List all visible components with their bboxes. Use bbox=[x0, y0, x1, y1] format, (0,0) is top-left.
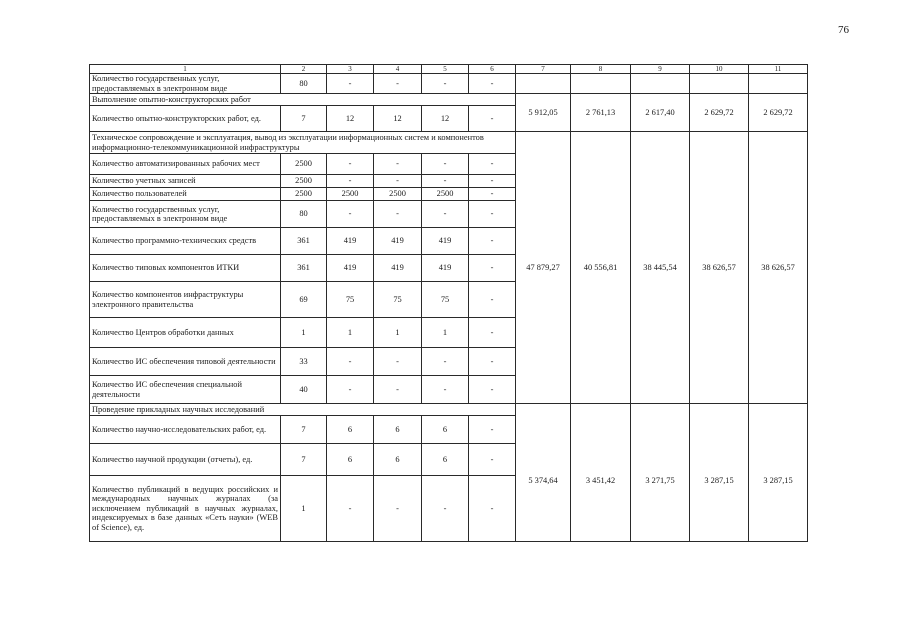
value-cell: - bbox=[374, 476, 422, 542]
empty-cell bbox=[516, 74, 571, 94]
value-cell: 6 bbox=[422, 416, 469, 444]
header-cell: 11 bbox=[749, 65, 808, 74]
header-cell: 7 bbox=[516, 65, 571, 74]
value-cell: 1 bbox=[422, 318, 469, 348]
value-cell: - bbox=[469, 444, 516, 476]
value-cell: 419 bbox=[327, 255, 374, 282]
row-label: Количество компонентов инфраструктуры электронного правительства bbox=[90, 282, 281, 318]
value-cell: 361 bbox=[281, 228, 327, 255]
value-cell: 12 bbox=[374, 106, 422, 132]
header-cell: 5 bbox=[422, 65, 469, 74]
value-cell: - bbox=[374, 175, 422, 188]
finance-cell: 2 629,72 bbox=[749, 94, 808, 132]
value-cell: 2500 bbox=[281, 154, 327, 175]
value-cell: - bbox=[422, 175, 469, 188]
value-cell: - bbox=[327, 74, 374, 94]
value-cell: - bbox=[469, 348, 516, 376]
value-cell: 1 bbox=[281, 476, 327, 542]
row-label: Количество научно-исследовательских работ, ед. bbox=[90, 416, 281, 444]
section-row bbox=[90, 94, 808, 106]
value-cell: - bbox=[469, 416, 516, 444]
value-cell: 7 bbox=[281, 106, 327, 132]
value-cell: - bbox=[469, 175, 516, 188]
value-cell: 1 bbox=[327, 318, 374, 348]
value-cell: 361 bbox=[281, 255, 327, 282]
value-cell: 40 bbox=[281, 376, 327, 404]
finance-cell bbox=[690, 404, 749, 542]
value-cell: 80 bbox=[281, 74, 327, 94]
row-label: Количество учетных записей bbox=[90, 175, 281, 188]
value-cell: 6 bbox=[374, 444, 422, 476]
header-cell: 8 bbox=[571, 65, 631, 74]
finance-value: 3 287,15 bbox=[763, 476, 793, 485]
value-cell: - bbox=[469, 228, 516, 255]
finance-cell bbox=[631, 404, 690, 542]
value-cell: - bbox=[469, 318, 516, 348]
finance-cell bbox=[516, 404, 571, 542]
value-cell: 2500 bbox=[327, 188, 374, 201]
row-label: Количество государственных услуг, предоставляемых в электронном виде bbox=[90, 201, 281, 228]
section-title: Проведение прикладных научных исследований bbox=[90, 404, 516, 416]
value-cell: - bbox=[469, 476, 516, 542]
section-row bbox=[90, 404, 808, 416]
row-label: Количество пользователей bbox=[90, 188, 281, 201]
value-cell: - bbox=[469, 154, 516, 175]
finance-cell: 2 761,13 bbox=[571, 94, 631, 132]
row-label: Количество автоматизированных рабочих мест bbox=[90, 154, 281, 175]
finance-cell: 47 879,27 bbox=[516, 132, 571, 404]
value-cell: 75 bbox=[422, 282, 469, 318]
table-header-row bbox=[90, 65, 808, 74]
row-label: Количество Центров обработки данных bbox=[90, 318, 281, 348]
table-row bbox=[90, 74, 808, 94]
empty-cell bbox=[749, 74, 808, 94]
value-cell: - bbox=[327, 348, 374, 376]
value-cell: 2500 bbox=[374, 188, 422, 201]
value-cell: 419 bbox=[374, 228, 422, 255]
row-label: Количество типовых компонентов ИТКИ bbox=[90, 255, 281, 282]
finance-value: 3 287,15 bbox=[704, 476, 734, 485]
value-cell: 419 bbox=[422, 228, 469, 255]
value-cell: - bbox=[374, 376, 422, 404]
value-cell: - bbox=[374, 348, 422, 376]
section-title: Техническое сопровождение и эксплуатация, вывод из эксплуатации информационных систем и компонентов информационно-телекоммуникационной инфраструктуры bbox=[90, 132, 516, 154]
value-cell: 6 bbox=[327, 444, 374, 476]
finance-value: 3 451,42 bbox=[585, 476, 616, 485]
finance-cell: 5 912,05 bbox=[516, 94, 571, 132]
value-cell: - bbox=[374, 201, 422, 228]
value-cell: - bbox=[422, 201, 469, 228]
section-title: Выполнение опытно-конструкторских работ bbox=[90, 94, 516, 106]
value-cell: 12 bbox=[422, 106, 469, 132]
value-cell: 80 bbox=[281, 201, 327, 228]
value-cell: - bbox=[469, 188, 516, 201]
section-row bbox=[90, 132, 808, 154]
value-cell: - bbox=[422, 348, 469, 376]
value-cell: - bbox=[422, 476, 469, 542]
empty-cell bbox=[571, 74, 631, 94]
header-cell: 3 bbox=[327, 65, 374, 74]
value-cell: 2500 bbox=[281, 175, 327, 188]
row-label: Количество опытно-конструкторских работ, ед. bbox=[90, 106, 281, 132]
row-label: Количество ИС обеспечения типовой деятельности bbox=[90, 348, 281, 376]
value-cell: 419 bbox=[422, 255, 469, 282]
value-cell: 12 bbox=[327, 106, 374, 132]
finance-cell: 2 617,40 bbox=[631, 94, 690, 132]
finance-cell bbox=[571, 404, 631, 542]
value-cell: 2500 bbox=[422, 188, 469, 201]
empty-cell bbox=[690, 74, 749, 94]
value-cell: 7 bbox=[281, 416, 327, 444]
value-cell: - bbox=[469, 376, 516, 404]
value-cell: - bbox=[422, 74, 469, 94]
row-label: Количество ИС обеспечения специальной деятельности bbox=[90, 376, 281, 404]
value-cell: - bbox=[327, 201, 374, 228]
header-cell: 6 bbox=[469, 65, 516, 74]
finance-value: 3 271,75 bbox=[645, 476, 675, 485]
indicators-table bbox=[89, 64, 808, 542]
header-cell: 2 bbox=[281, 65, 327, 74]
value-cell: - bbox=[469, 74, 516, 94]
value-cell: 75 bbox=[327, 282, 374, 318]
value-cell: - bbox=[374, 74, 422, 94]
header-cell: 4 bbox=[374, 65, 422, 74]
value-cell: 1 bbox=[281, 318, 327, 348]
value-cell: - bbox=[422, 154, 469, 175]
empty-cell bbox=[631, 74, 690, 94]
value-cell: 33 bbox=[281, 348, 327, 376]
header-cell: 1 bbox=[90, 65, 281, 74]
page-number: 76 bbox=[838, 24, 849, 36]
finance-cell: 40 556,81 bbox=[571, 132, 631, 404]
value-cell: - bbox=[422, 376, 469, 404]
finance-cell: 2 629,72 bbox=[690, 94, 749, 132]
value-cell: - bbox=[327, 376, 374, 404]
row-label: Количество публикаций в ведущих российских и международных научных журналах (за исключением публикаций в научных журналах, индексируемых в базе данных «Сеть науки» (WEB of Science), ед. bbox=[90, 476, 281, 542]
value-cell: 69 bbox=[281, 282, 327, 318]
value-cell: - bbox=[469, 201, 516, 228]
value-cell: 6 bbox=[374, 416, 422, 444]
value-cell: 7 bbox=[281, 444, 327, 476]
value-cell: - bbox=[327, 476, 374, 542]
value-cell: 6 bbox=[327, 416, 374, 444]
header-cell: 9 bbox=[631, 65, 690, 74]
value-cell: - bbox=[327, 175, 374, 188]
value-cell: 6 bbox=[422, 444, 469, 476]
finance-cell bbox=[749, 404, 808, 542]
header-cell: 10 bbox=[690, 65, 749, 74]
value-cell: - bbox=[469, 282, 516, 318]
value-cell: - bbox=[327, 154, 374, 175]
value-cell: - bbox=[469, 255, 516, 282]
row-label: Количество государственных услуг, предоставляемых в электронном виде bbox=[90, 74, 281, 94]
finance-cell: 38 626,57 bbox=[749, 132, 808, 404]
value-cell: 1 bbox=[374, 318, 422, 348]
value-cell: 75 bbox=[374, 282, 422, 318]
value-cell: - bbox=[374, 154, 422, 175]
value-cell: 2500 bbox=[281, 188, 327, 201]
finance-cell: 38 445,54 bbox=[631, 132, 690, 404]
finance-cell: 38 626,57 bbox=[690, 132, 749, 404]
finance-value: 5 374,64 bbox=[528, 476, 558, 485]
value-cell: - bbox=[469, 106, 516, 132]
row-label: Количество программно-технических средств bbox=[90, 228, 281, 255]
value-cell: 419 bbox=[374, 255, 422, 282]
row-label: Количество научной продукции (отчеты), ед. bbox=[90, 444, 281, 476]
value-cell: 419 bbox=[327, 228, 374, 255]
